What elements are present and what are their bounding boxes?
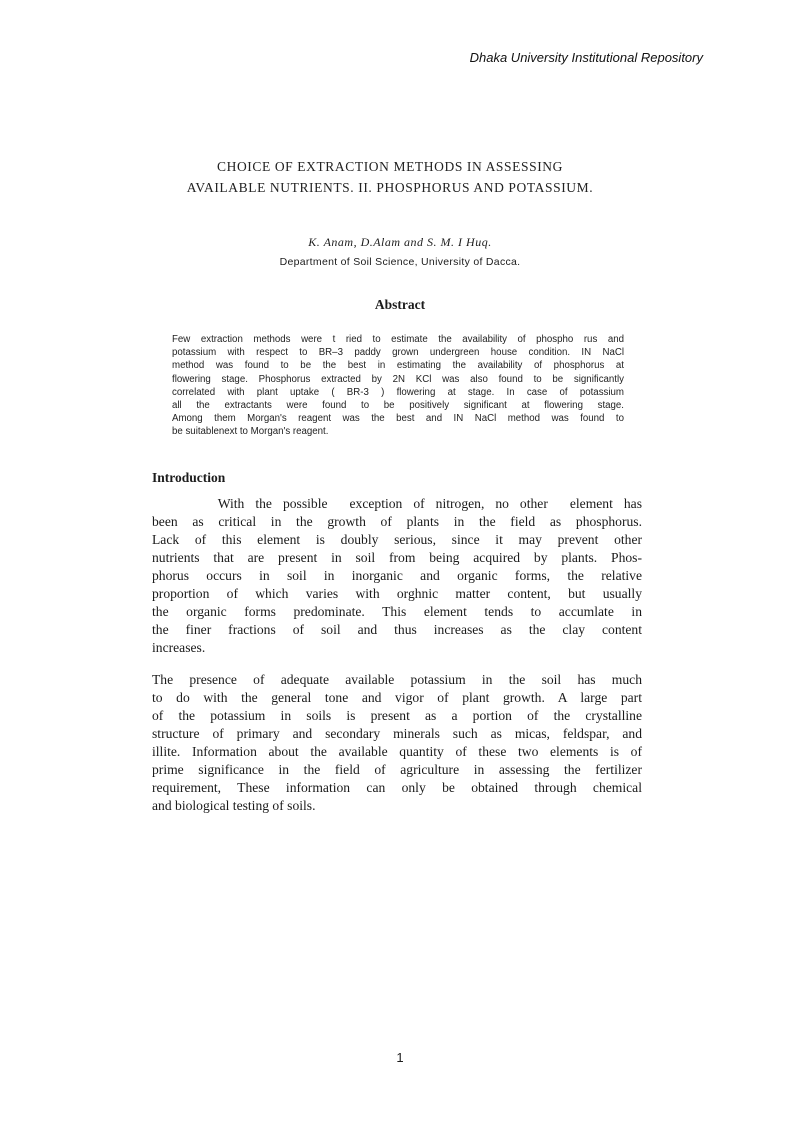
paragraph-line: Lack of this element is doubly serious, since it may prevent other — [152, 532, 642, 547]
title-line: CHOICE OF EXTRACTION METHODS IN ASSESSING — [217, 159, 563, 174]
paragraph-line: The presence of adequate available potassium in the soil has much — [152, 672, 642, 687]
abstract-body — [172, 333, 624, 439]
paragraph-line: increases. — [152, 640, 206, 655]
paragraph-line: been as critical in the growth of plants in the field as phosphorus. — [152, 514, 642, 529]
paragraph-line: structure of primary and secondary minerals such as micas, feldspar, and — [152, 726, 642, 741]
paragraph-1 — [152, 495, 642, 657]
paragraph-line: and biological testing of soils. — [152, 798, 316, 813]
abstract-line: potassium with respect to BR–3 paddy grown undergreen house condition. IN NaCl — [172, 347, 624, 359]
paragraph-line: proportion of which varies with orghnic matter content, but usually — [152, 586, 642, 601]
page-number: 1 — [396, 1050, 404, 1065]
abstract-heading: Abstract — [374, 297, 426, 312]
title-line: AVAILABLE NUTRIENTS. II. PHOSPHORUS AND POTASSIUM. — [186, 180, 594, 195]
repository-header: Dhaka University Institutional Repository — [469, 50, 703, 65]
paragraph-line: requirement, These information can only be obtained through chemical — [152, 780, 642, 795]
paragraph-line: the organic forms predominate. This element tends to accumlate in — [152, 604, 642, 619]
paragraph-2 — [152, 671, 642, 815]
paper-title — [150, 156, 630, 198]
abstract-line: flowering stage. Phosphorus extracted by 2N KCl was also found to be significantly — [172, 373, 624, 385]
paragraph-line: nutrients that are present in soil from being acquired by plants. Phos- — [152, 550, 642, 565]
paragraph-line: With the possible exception of nitrogen, no other element has — [152, 496, 642, 511]
paragraph-line: of the potassium in soils is present as a portion of the crystalline — [152, 708, 642, 723]
authors: K. Anam, D.Alam and S. M. I Huq. — [308, 235, 492, 249]
abstract-line: Few extraction methods were t ried to estimate the availability of phospho rus and — [172, 334, 624, 345]
abstract-line: be suitablenext to Morgan's reagent. — [172, 426, 329, 438]
paragraph-line: prime significance in the field of agriculture in assessing the fertilizer — [152, 762, 642, 777]
introduction-heading: Introduction — [152, 470, 226, 485]
abstract-line: method was found to be the best in estimating the availability of phosphorus at — [172, 360, 624, 372]
paragraph-line: to do with the general tone and vigor of plant growth. A large part — [152, 690, 642, 705]
abstract-line: Among them Morgan's reagent was the best and IN NaCl method was found to — [172, 413, 624, 425]
paragraph-line: illite. Information about the available quantity of these two elements is of — [152, 744, 642, 759]
abstract-line: correlated with plant uptake ( BR-3 ) flowering at stage. In case of potassium — [172, 386, 624, 398]
paragraph-line: phorus occurs in soil in inorganic and organic forms, the relative — [152, 568, 642, 583]
paragraph-line: the finer fractions of soil and thus increases as the clay content — [152, 622, 642, 637]
affiliation: Department of Soil Science, University of Dacca. — [279, 256, 521, 268]
abstract-line: all the extractants were found to be positively significant at flowering stage. — [172, 400, 624, 412]
